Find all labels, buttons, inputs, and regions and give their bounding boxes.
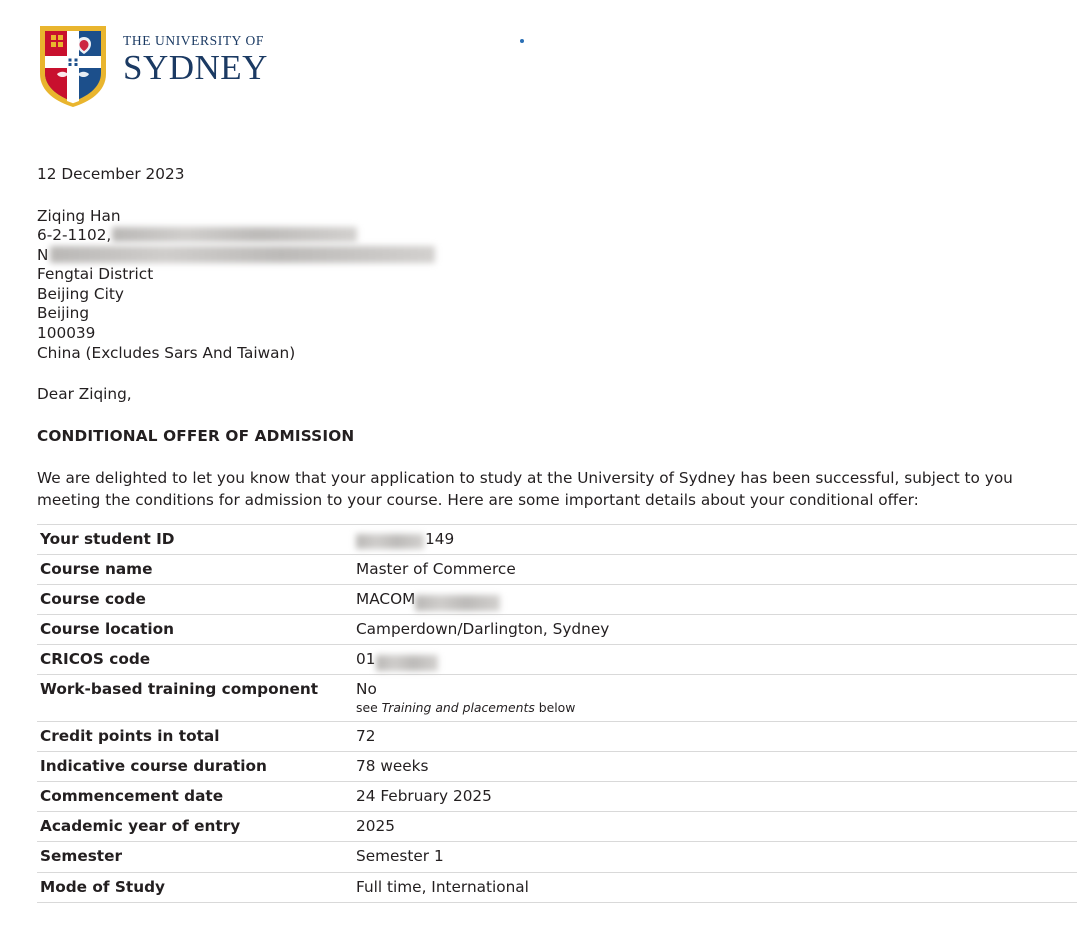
- row-label: Course code: [37, 585, 349, 615]
- row-label: Commencement date: [37, 782, 349, 812]
- letterhead: [20, 22, 1060, 118]
- redacted-course-code: [415, 595, 500, 611]
- row-label: Indicative course duration: [37, 752, 349, 782]
- table-row: [37, 872, 1077, 902]
- row-label: CRICOS code: [37, 645, 349, 675]
- address-postcode: 100039: [37, 324, 96, 343]
- row-value: Full time, International: [349, 872, 1077, 902]
- table-row: [37, 721, 1077, 751]
- row-value: 24 February 2025: [349, 782, 1077, 812]
- row-label: Work-based training component: [37, 675, 349, 722]
- redacted-student-id: [356, 534, 424, 549]
- row-value: Camperdown/Darlington, Sydney: [349, 615, 1077, 645]
- table-row: [37, 585, 1077, 615]
- letter-subject-heading: CONDITIONAL OFFER OF ADMISSION: [37, 426, 355, 445]
- row-value: [349, 675, 1077, 722]
- table-row: [37, 615, 1077, 645]
- student-id-visible-digits: 149: [425, 529, 455, 548]
- row-label: Semester: [37, 842, 349, 872]
- table-row: [37, 842, 1077, 872]
- row-value: [349, 585, 1077, 615]
- address-country: China (Excludes Sars And Taiwan): [37, 343, 296, 362]
- wordmark-small-text: THE UNIVERSITY OF: [123, 33, 264, 48]
- note-prefix: see: [356, 700, 382, 716]
- row-label: Course location: [37, 615, 349, 645]
- salutation: Dear Ziqing,: [37, 385, 132, 404]
- intro-paragraph: We are delighted to let you know that your application to study at the University of Sydney has been successful, subject to you meeting the conditions for admission to your course. Here are some important details about your conditional offer:: [37, 469, 1013, 510]
- work-based-training-note: [356, 700, 1073, 716]
- table-row: [37, 782, 1077, 812]
- letter-date: 12 December 2023: [37, 165, 185, 183]
- stray-dot-artifact: [520, 39, 524, 43]
- address-line-1-text: 6-2-1102,: [37, 226, 112, 245]
- address-line-1: [37, 226, 1058, 246]
- recipient-name: Ziqing Han: [37, 206, 121, 225]
- row-value: 72: [349, 721, 1077, 751]
- row-value: [349, 645, 1077, 675]
- redacted-address-part-2: [50, 246, 435, 263]
- recipient-address-block: [37, 207, 1058, 364]
- table-row: [37, 524, 1077, 554]
- table-row: [37, 752, 1077, 782]
- row-label: Course name: [37, 554, 349, 584]
- address-line-2: [37, 246, 1058, 266]
- table-row: [37, 554, 1077, 584]
- table-row: [37, 645, 1077, 675]
- note-suffix: below: [534, 700, 576, 716]
- redacted-cricos-code: [376, 655, 438, 671]
- row-label: Mode of Study: [37, 872, 349, 902]
- row-value: 2025: [349, 812, 1077, 842]
- work-based-training-value: No: [356, 680, 377, 699]
- row-label: Credit points in total: [37, 721, 349, 751]
- address-line-4: Beijing City: [37, 284, 124, 303]
- row-value: [349, 524, 1077, 554]
- address-line-5: Beijing: [37, 304, 90, 323]
- table-row: [37, 675, 1077, 722]
- course-code-visible-text: MACOM: [356, 590, 416, 609]
- row-label: Your student ID: [37, 524, 349, 554]
- university-crest-icon: [37, 22, 109, 110]
- university-wordmark: [123, 22, 268, 85]
- letter-body: [20, 165, 1060, 903]
- wordmark-large-text: SYDNEY: [123, 47, 268, 87]
- redacted-address-part-1: [112, 227, 357, 242]
- row-value: Semester 1: [349, 842, 1077, 872]
- offer-details-table: [37, 524, 1077, 903]
- row-value: 78 weeks: [349, 752, 1077, 782]
- row-value: Master of Commerce: [349, 554, 1077, 584]
- cricos-visible-digits: 01: [356, 650, 376, 669]
- table-row: [37, 812, 1077, 842]
- note-reference: Training and placements: [381, 700, 535, 716]
- address-line-3: Fengtai District: [37, 265, 154, 284]
- row-label: Academic year of entry: [37, 812, 349, 842]
- address-line-2-text: N: [37, 245, 49, 264]
